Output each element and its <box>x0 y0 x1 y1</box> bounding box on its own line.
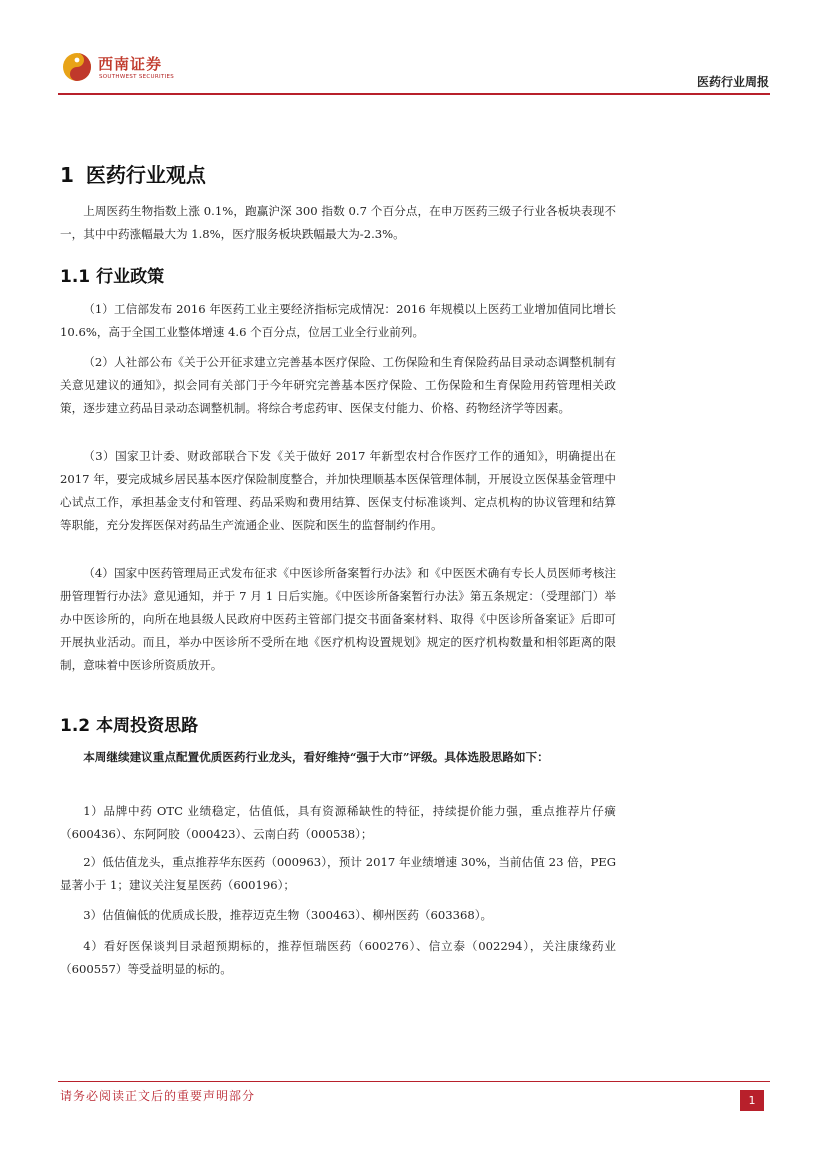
section-1-1-title: 行业政策 <box>96 267 165 287</box>
section-1-2-title: 本周投资思路 <box>96 716 199 736</box>
policy-paragraph-4: （4）国家中医药管理局正式发布征求《中医诊所备案暂行办法》和《中医医术确有专长人员医师考核注册管理暂行办法》意见通知，并于 7 月 1 日后实施。《中医诊所备案暂行办法》第五条规定：（受理部门）举办中医诊所的，向所在地县级人民政府中医药主管部门提交书面备案材料、取得《中医诊所备案证》后即可开展执业活动。而且，举办中医诊所不受所在地《医疗机构设置规划》规定的医疗机构数量和相邻距离的限制，意味着中医诊所资质放开。 <box>60 566 616 672</box>
investment-idea-2: 2）低估值龙头，重点推荐华东医药（000963），预计 2017 年业绩增速 30%，当前估值 23 倍，PEG 显著小于 1；建议关注复星医药（600196）； <box>60 855 616 892</box>
logo-chinese-name: 西南证券 <box>98 55 163 73</box>
section-1-2-number: 1.2 <box>60 716 91 736</box>
section-1-1-number: 1.1 <box>60 267 91 287</box>
section-1-number: 1 <box>60 163 74 187</box>
section-1-paragraph: 上周医药生物指数上涨 0.1%，跑赢沪深 300 指数 0.7 个百分点，在申万医药三级子行业各板块表现不一，其中中药涨幅最大为 1.8%，医疗服务板块跌幅最大为-2.3%。 <box>60 204 616 241</box>
section-1-1-heading <box>60 262 164 287</box>
header-divider <box>58 93 770 95</box>
investment-idea-3: 3）估值偏低的优质成长股，推荐迈克生物（300463）、柳州医药（603368）。 <box>83 908 493 922</box>
company-logo <box>62 50 182 90</box>
investment-idea-4: 4）看好医保谈判目录超预期标的，推荐恒瑞医药（600276）、信立泰（002294），关注康缘药业（600557）等受益明显的标的。 <box>60 939 616 976</box>
section-1-title: 医药行业观点 <box>85 163 206 187</box>
logo-english-name: SOUTHWEST SECURITIES <box>99 74 175 80</box>
section-1-heading <box>60 159 206 188</box>
policy-paragraph-2: （2）人社部公布《关于公开征求建立完善基本医疗保险、工伤保险和生育保险药品目录动态调整机制有关意见建议的通知》，拟会同有关部门于今年研究完善基本医疗保险、工伤保险和生育保险用药管理相关政策，逐步建立药品目录动态调整机制。将综合考虑药审、医保支付能力、价格、药物经济学等因素。 <box>60 355 616 415</box>
page-number: 1 <box>740 1090 764 1111</box>
policy-paragraph-1: （1）工信部发布 2016 年医药工业主要经济指标完成情况：2016 年规模以上医药工业增加值同比增长 10.6%，高于全国工业整体增速 4.6 个百分点，位居工业全行业前列。 <box>60 302 616 339</box>
policy-paragraph-3: （3）国家卫计委、财政部联合下发《关于做好 2017 年新型农村合作医疗工作的通知》，明确提出在 2017 年，要完成城乡居民基本医疗保险制度整合，并加快理顺基本医保管理体制，开展设立医保基金管理中心试点工作，承担基金支付和管理、药品采购和费用结算、医保支付标准谈判、定点机构的协议管理和结算等职能，充分发挥医保对药品生产流通企业、医院和医生的监督制约作用。 <box>60 449 616 532</box>
investment-intro: 本周继续建议重点配置优质医药行业龙头，看好维持“强于大市”评级。具体选股思路如下： <box>83 750 549 764</box>
footer-disclaimer: 请务必阅读正文后的重要声明部分 <box>60 1089 256 1103</box>
footer-divider <box>58 1081 770 1082</box>
investment-idea-1: 1）品牌中药 OTC 业绩稳定，估值低，具有资源稀缺性的特征，持续提价能力强，重点推荐片仔癀（600436）、东阿阿胶（000423）、云南白药（000538）； <box>60 804 616 841</box>
report-type-label: 医药行业周报 <box>696 75 769 89</box>
section-1-2-heading <box>60 711 198 736</box>
logo-emblem-icon <box>62 52 92 82</box>
